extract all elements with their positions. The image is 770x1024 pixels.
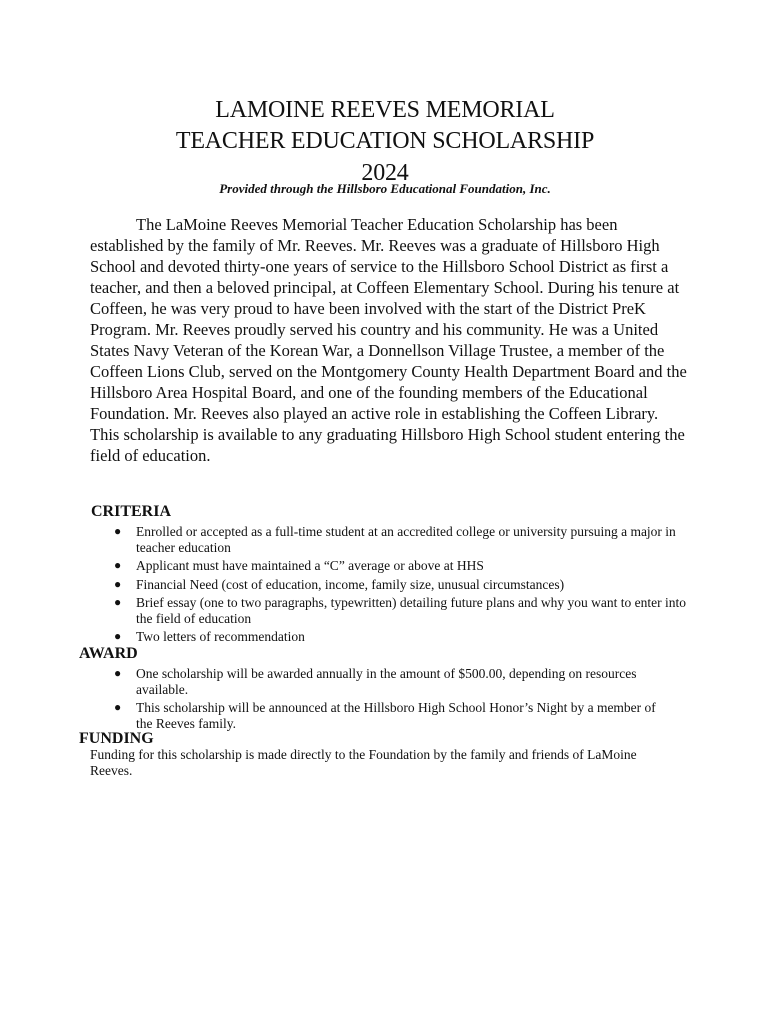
title-line-2: TEACHER EDUCATION SCHOLARSHIP	[175, 128, 595, 154]
criteria-heading: CRITERIA	[91, 503, 172, 520]
list-item	[114, 558, 696, 574]
list-item-text: Applicant must have maintained a “C” average or above at HHS	[136, 558, 484, 573]
bullet-icon: ●	[114, 595, 122, 609]
award-heading: AWARD	[79, 645, 138, 662]
bullet-icon: ●	[114, 629, 122, 643]
list-item-text: Enrolled or accepted as a full-time student at an accredited college or university pursuing a major in teacher education	[136, 524, 676, 555]
list-item	[114, 700, 656, 731]
criteria-list	[114, 524, 696, 648]
list-item	[114, 524, 696, 555]
bullet-icon: ●	[114, 666, 122, 680]
list-item	[114, 595, 696, 626]
title-line-1: LAMOINE REEVES MEMORIAL	[215, 97, 555, 123]
list-item-text: One scholarship will be awarded annually in the amount of $500.00, depending on resources available.	[136, 666, 637, 697]
list-item-text: Two letters of recommendation	[136, 629, 305, 644]
bullet-icon: ●	[114, 558, 122, 572]
intro-paragraph: The LaMoine Reeves Memorial Teacher Education Scholarship has been established by the family of Mr. Reeves. Mr. Reeves was a graduate of Hillsboro High School and devoted thirty-one years of service to the Hillsboro School District as first a teacher, and then a beloved principal, at Coffeen Elementary School. During his tenure at Coffeen, he was very proud to have been involved with the start of the District PreK Program. Mr. Reeves proudly served his country and his community. He was a United States Navy Veteran of the Korean War, a Donnellson Village Trustee, a member of the Coffeen Lions Club, served on the Montgomery County Health Department Board and the Hillsboro Area Hospital Board, and one of the founding members of the Educational Foundation. Mr. Reeves also played an active role in establishing the Coffeen Library. This scholarship is available to any graduating Hillsboro High School student entering the field of education.	[90, 215, 687, 465]
bullet-icon: ●	[114, 700, 122, 714]
list-item	[114, 629, 696, 645]
bullet-icon: ●	[114, 524, 122, 538]
list-item-text: This scholarship will be announced at the Hillsboro High School Honor’s Night by a member of the Reeves family.	[136, 700, 656, 731]
list-item-text: Financial Need (cost of education, income, family size, unusual circumstances)	[136, 576, 565, 592]
list-item	[114, 666, 656, 697]
subtitle: Provided through the Hillsboro Educational Foundation, Inc.	[219, 181, 551, 196]
award-list	[114, 666, 656, 734]
list-item-text: Brief essay (one to two paragraphs, typewritten) detailing future plans and why you want to enter into the field of education	[136, 595, 686, 626]
title-year: 2024	[361, 160, 409, 186]
list-item	[114, 576, 696, 593]
funding-heading: FUNDING	[79, 730, 154, 747]
funding-paragraph: Funding for this scholarship is made directly to the Foundation by the family and friends of LaMoine Reeves.	[90, 747, 637, 778]
bullet-icon: ●	[114, 576, 122, 591]
